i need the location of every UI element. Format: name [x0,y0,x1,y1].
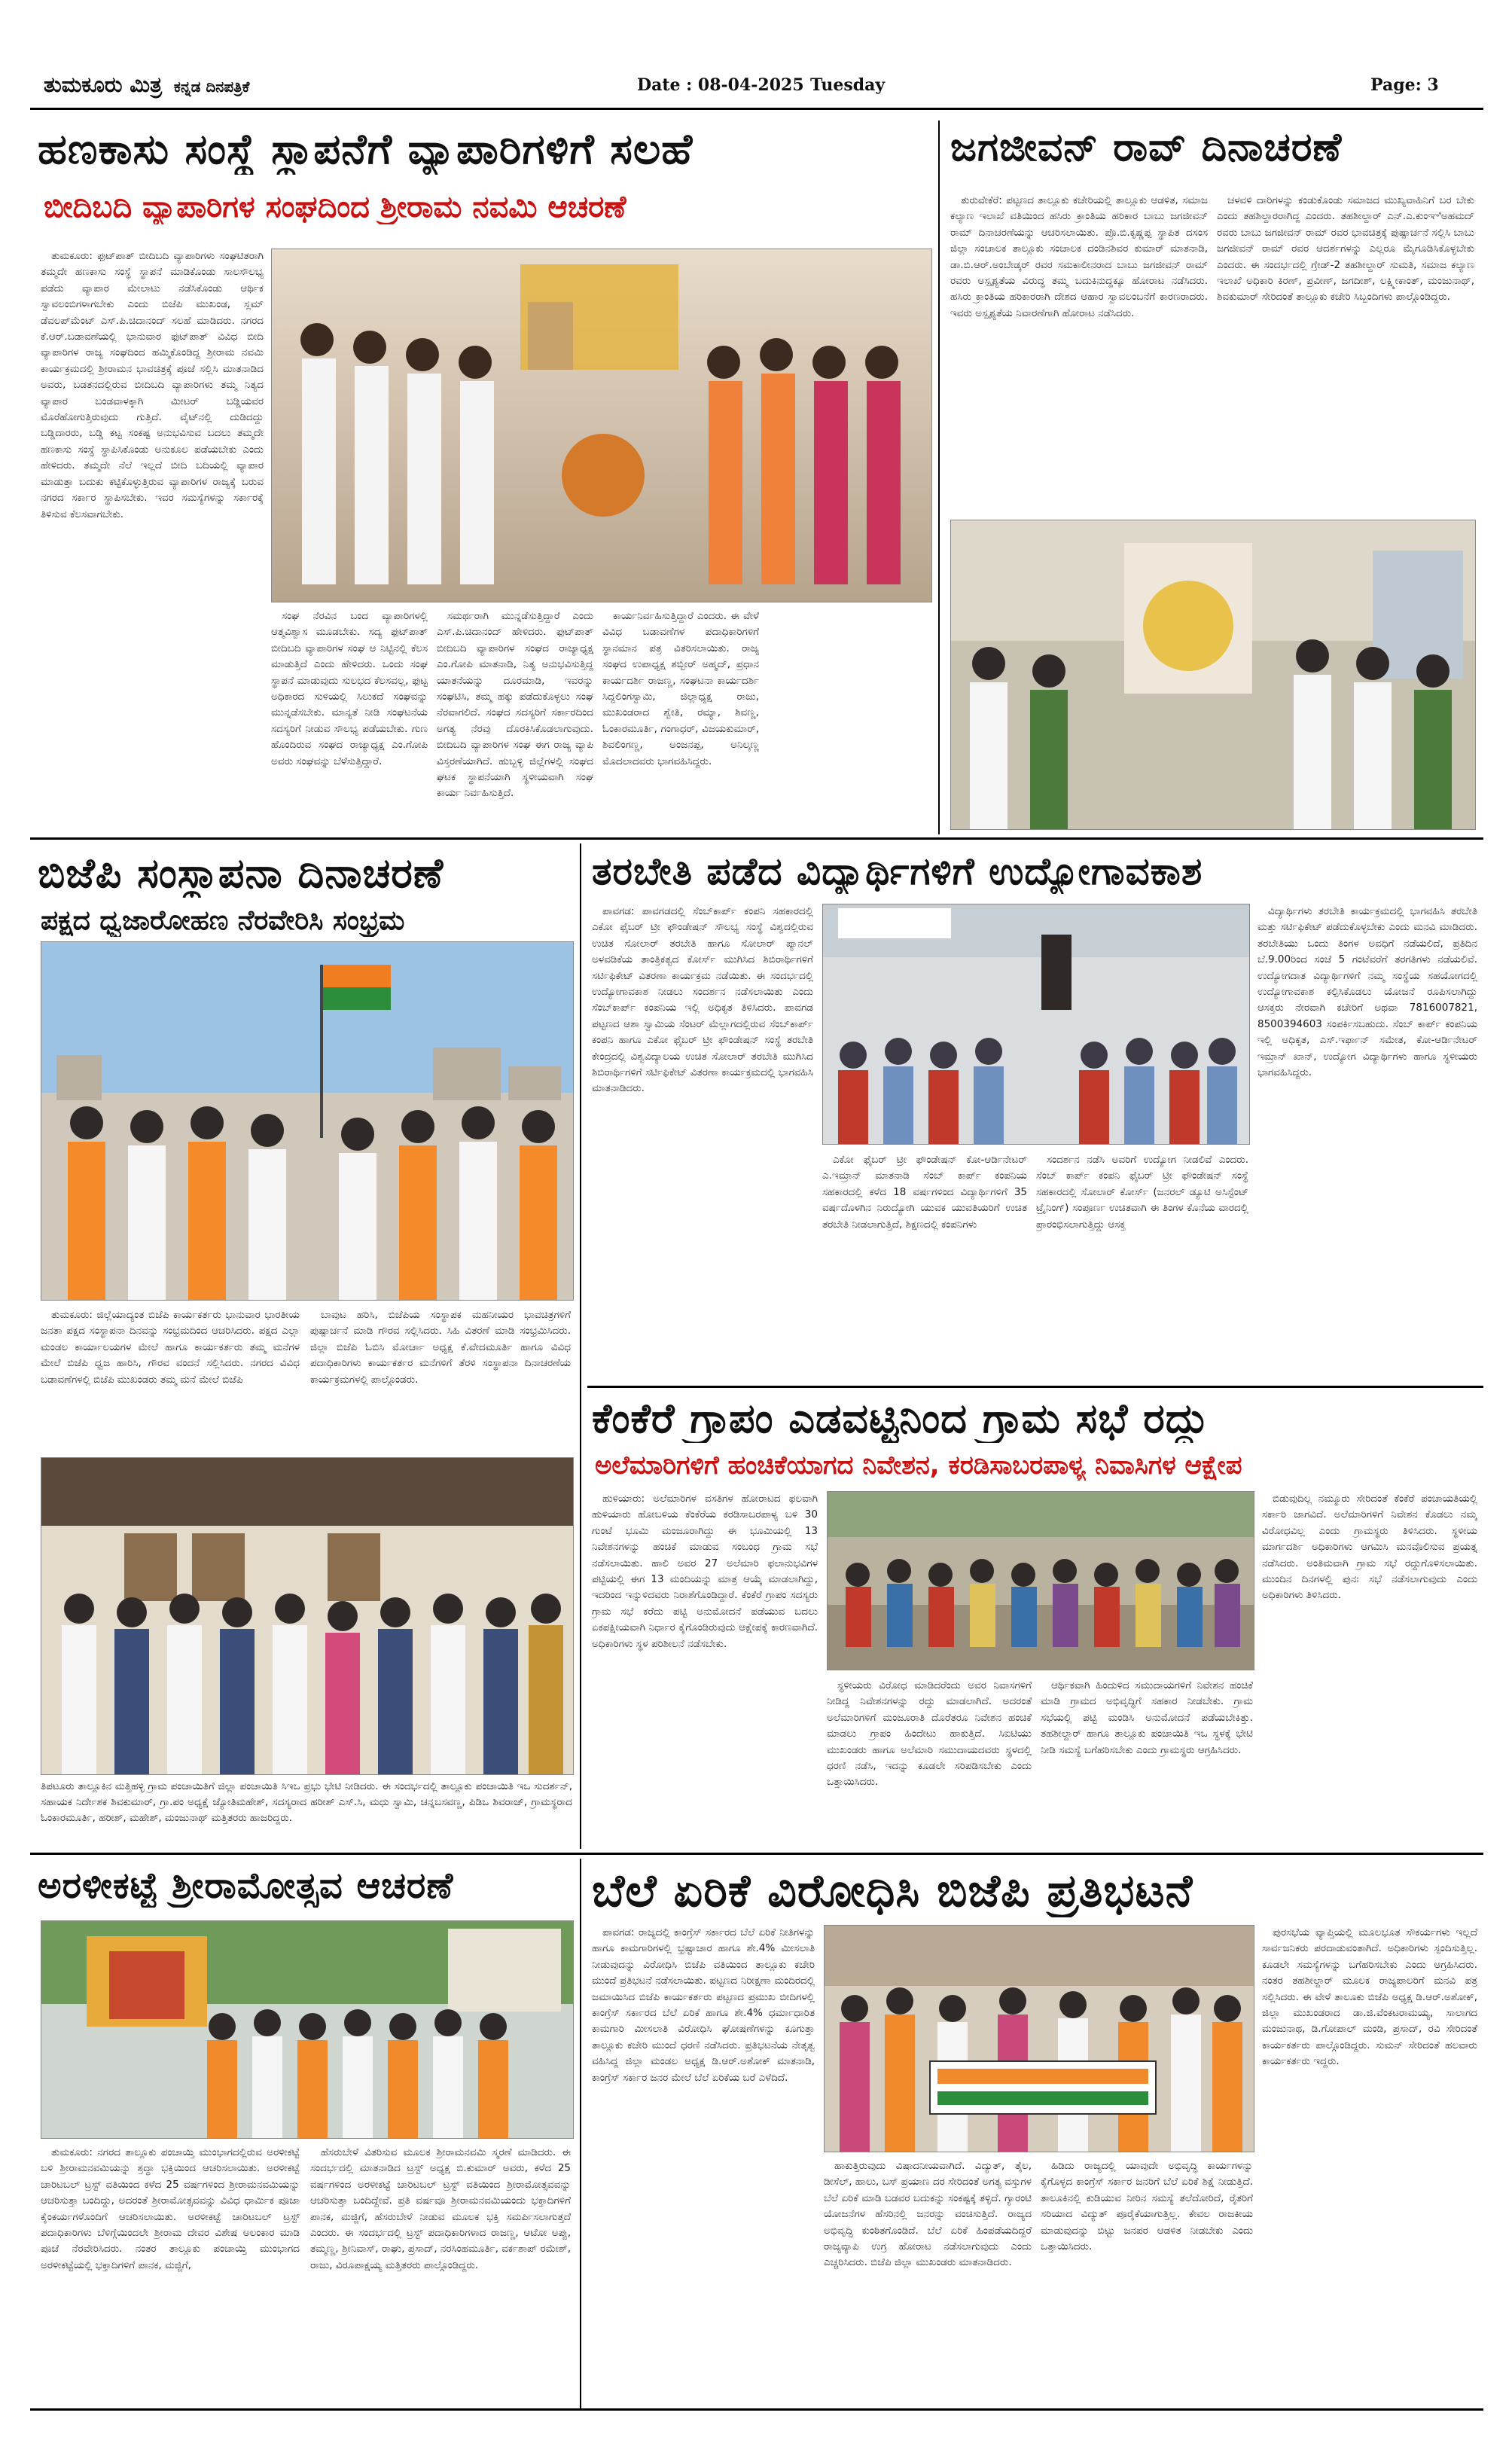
masthead-title: ತುಮಕೂರು ಮಿತ್ರ [44,72,163,97]
a1-photo-art [272,249,931,602]
a6-headline: ಅರಳೀಕಟ್ಟೆ ಶ್ರೀರಾಮೋತ್ಸವ ಆಚರಣೆ [38,1865,454,1907]
a3-photo-caption: ತಿಪಟೂರು ತಾಲ್ಲೂಕಿನ ಮತ್ತಿಹಳ್ಳಿ ಗ್ರಾಮ ಪಂಚಾಯಿತಿಗೆ ಜಿಲ್ಲಾ ಪಂಚಾಯಿತಿ ಸಿಇಒ ಪ್ರಭು ಭೇಟಿ ನೀಡಿದರು. ಈ ಸಂದರ್ಭದಲ್ಲಿ ತಾಲ್ಲೂಕು ಪಂಚಾಯಿತಿ ಇಒ ಸುದರ್ಶನ್, ಸಹಾಯಕ ನಿರ್ದೇಶಕ ಶಿವಕುಮಾರ್, ಗ್ರಾ.ಪಂ ಅಧ್ಯಕ್ಷೆ ಜ್ಯೋತಿಮಹೇಶ್, ಸದಸ್ಯರಾದ ಹರೀಶ್ ಎಸ್.ಸಿ, ಮಧು ಸ್ವಾಮಿ, ಚನ್ನಬಸವಣ್ಣ, ಪಿಡಿಒ ಶಿವರಾಜ್, ಗ್ರಾಮಸ್ಥರಾದ ಓಂಕಾರಮೂರ್ತಿ, ಹರೀಶ್, ಮಹೇಶ್, ಮಂಜುನಾಥ್ ಮತ್ತಿತರರು ಹಾಜರಿದ್ದರು. [41,1780,572,1824]
a5-col3-text: ಆರ್ಥಿಕವಾಗಿ ಹಿಂದುಳಿದ ಸಮುದಾಯಗಳಿಗೆ ನಿವೇಶನ ಹಂಚಿಕೆ ಮಾಡಿ ಗ್ರಾಮದ ಅಭಿವೃದ್ಧಿಗೆ ಸಹಕಾರ ನೀಡಬೇಕು. ಗ್ರಾಮ ಸಭೆಯಲ್ಲಿ ಪಟ್ಟಿ ಮಂಡಿಸಿ ಅನುಮೋದನೆ ಪಡೆಯಬೇಕಿತ್ತು. ತಹಶೀಲ್ದಾರ್ ಹಾಗೂ ತಾಲ್ಲೂಕು ಪಂಚಾಯಿತಿ ಇಒ ಸ್ಥಳಕ್ಕೆ ಭೇಟಿ ನೀಡಿ ಸಮಸ್ಯೆ ಬಗೆಹರಿಸಬೇಕು ಎಂದು ಗ್ರಾಮಸ್ಥರು ಆಗ್ರಹಿಸಿದರು. [1041,1679,1253,1756]
footer-rule [30,2408,1483,2411]
a2-col1 [950,193,1208,508]
a1-col3-text: ಸಮರ್ಥರಾಗಿ ಮುನ್ನಡೆಸುತ್ತಿದ್ದಾರೆ ಎಂದು ಎಸ್.ಪಿ.ಚಿದಾನಂದ್ ಹೇಳಿದರು. ಫುಟ್‌ಪಾತ್ ಬೀದಿಬದಿ ವ್ಯಾಪಾರಿಗಳ ಸಂಘದ ರಾಜ್ಯಾಧ್ಯಕ್ಷ ಎಂ.ಗೋಪಿ ಮಾತನಾಡಿ, ನಿತ್ಯ ಅನುಭವಿಸುತ್ತಿದ್ದ ಯಾತನೆಯನ್ನು ದೂರಮಾಡಿ, ಇವರನ್ನು ಸಂಘಟಿಸಿ, ತಮ್ಮ ಹಕ್ಕು ಪಡೆದುಕೊಳ್ಳಲು ಸಂಘ ನೆರವಾಗಲಿದೆ. ಸಂಘದ ಸದಸ್ಯರಿಗೆ ಸರ್ಕಾರದಿಂದ ಅಗತ್ಯ ನೆರವು ದೊರಕಿಸಿಕೊಡಲಾಗುವುದು. ಬೀದಿಬದಿ ವ್ಯಾಪಾರಿಗಳ ಸಂಘ ಈಗ ರಾಜ್ಯ ವ್ಯಾಪಿ ವಿಸ್ತರಣೆಯಾಗಿದೆ. ಹುಬ್ಬಳ್ಳಿ ಜಿಲ್ಲೆಗಳಲ್ಲಿ ಸಂಘದ ಘಟಕ ಸ್ಥಾಪನೆಯಾಗಿ ಸ್ಥಳೀಯವಾಗಿ ಸಂಘ ಕಾರ್ಯ ನಿರ್ವಹಿಸುತ್ತಿದೆ. [437,610,593,800]
a3-col1-text: ತುಮಕೂರು: ಜಿಲ್ಲೆಯಾದ್ಯಂತ ಬಿಜೆಪಿ ಕಾರ್ಯಕರ್ತರು ಭಾನುವಾರ ಭಾರತೀಯ ಜನತಾ ಪಕ್ಷದ ಸಂಸ್ಥಾಪನಾ ದಿನವನ್ನು ಸಂಭ್ರಮದಿಂದ ಆಚರಿಸಿದರು. ಪಕ್ಷದ ಎಲ್ಲಾ ಮಂಡಲ ಕಾರ್ಯಾಲಯಗಳ ಮೇಲೆ ಹಾಗೂ ಕಾರ್ಯಕರ್ತರು ತಮ್ಮ ಮನೆಗಳ ಮೇಲೆ ಬಿಜೆಪಿ ಧ್ವಜ ಹಾರಿಸಿ, ಗೌರವ ವಂದನೆ ಸಲ್ಲಿಸಿದರು. ನಗರದ ವಿವಿಧ ಬಡಾವಣೆಗಳಲ್ಲಿ ಬಿಜೆಪಿ ಮುಖಂಡರು ತಮ್ಮ ಮನೆ ಮೇಲೆ ಬಿಜೆಪಿ [41,1309,300,1386]
a1-col2-text: ಸಂಘ ನೆರವಿನ ಬಂದ ವ್ಯಾಪಾರಿಗಳಲ್ಲಿ ಆತ್ಮವಿಶ್ವಾಸ ಮೂಡಬೇಕು. ಸದ್ಯ ಫುಟ್‌ಪಾತ್ ಬೀದಿಬದಿ ವ್ಯಾಪಾರಿಗಳ ಸಂಘ ಆ ನಿಟ್ಟಿನಲ್ಲಿ ಕೆಲಸ ಮಾಡುತ್ತಿದೆ ಎಂದು ಹೇಳಿದರು. ಒಂದು ಸಂಘ ಸ್ಥಾಪನೆ ಮಾಡುವುದು ಸುಲಭದ ಕೆಲಸವಲ್ಲ, ಫುಟ್ಟ ಅಧಿಕಾರದ ಸುಳಿಯಲ್ಲಿ ಸಿಲುಕದೆ ಸಂಘವನ್ನು ಮುನ್ನಡೆಸಬೇಕು. ಮಾನ್ಯತೆ ನೀಡಿ ಸಂಘಟನೆಯ ಸದಸ್ಯರಿಗೆ ನೀಡುವ ಸೌಲಭ್ಯ ಪಡೆಯಬೇಕು. ಗುಣ ಹೊಂದಿರುವ ಸಂಘದ ರಾಜ್ಯಾಧ್ಯಕ್ಷ ಎಂ.ಗೋಪಿ ಅವರು ಸಂಘವನ್ನು ಬೆಳೆಸುತ್ತಿದ್ದಾರೆ. [271,610,428,767]
a4-headline: ತರಬೇತಿ ಪಡೆದ ವಿದ್ಯಾರ್ಥಿಗಳಿಗೆ ಉದ್ಯೋಗಾವಕಾಶ [592,849,1203,893]
vert-divider-mid [580,843,581,1849]
a2-col1-text: ತುರುವೇಕೆರೆ: ಪಟ್ಟಣದ ತಾಲ್ಲೂಕು ಕಚೇರಿಯಲ್ಲಿ ತಾಲ್ಲೂಕು ಆಡಳಿತ, ಸಮಾಜ ಕಲ್ಯಾಣ ಇಲಾಖೆ ವತಿಯಿಂದ ಹಸಿರು ಕ್ರಾಂತಿಯ ಹರಿಕಾರ ಬಾಬು ಜಗಜೀವನ್ ರಾಮ್ ದಿನಾಚರಣೆಯನ್ನು ಆಚರಿಸಲಾಯಿತು. ಪ್ರೊ.ಬಿ.ಕೃಷ್ಣಪ್ಪ ಸ್ಥಾಪಿತ ದಸಂಸ ಜಿಲ್ಲಾ ಸಂಚಾಲಕ ತಾಲ್ಲೂಕು ಸಂಚಾಲಕ ದಂಡಿನಶಿವರ ಕುಮಾರ್ ಮಾತನಾಡಿ, ಡಾ.ಬಿ.ಆರ್.ಅಂಬೇಡ್ಕರ್ ರವರ ಸಮಕಾಲೀನರಾದ ಬಾಬು ಜಗಜೀವನ್ ರಾಮ್ ರವರು ಅಸ್ಪೃಶ್ಯತೆಯ ವಿರುದ್ಧ ತಮ್ಮ ಬದುಕಿನುದ್ದಕ್ಕೂ ಹೋರಾಟ ನಡೆಸಿದರು. ಹಸಿರು ಕ್ರಾಂತಿಯ ಹರಿಕಾರರಾಗಿ ದೇಶದ ಆಹಾರ ಸ್ವಾವಲಂಬನೆಗೆ ಕಾರಣರಾದರು. ಇವರು ಅಸ್ಪೃಶ್ಯತೆಯ ನಿವಾರಣೆಗಾಗಿ ಹೋರಾಟ ನಡೆಸಿದರು. [950,194,1208,319]
a2-col2 [1217,193,1474,508]
a4-col1 [592,904,813,1378]
divider-row2 [30,1853,1483,1855]
a5-col1 [592,1491,818,1845]
a4-col2-text: ಎಕೋ ಫೈಬರ್ ಟ್ರೀ ಫೌಂಡೇಷನ್ ಕೋ-ಆರ್ಡಿನೇಟರ್ ಎ.ಇಮ್ರಾನ್ ಮಾತನಾಡಿ ಸೆಂಬ್ ಕಾರ್ಪ್ ಕಂಪನಿಯ ಸಹಕಾರದಲ್ಲಿ ಕಳೆದ 18 ವರ್ಷಗಳಿಂದ ವಿದ್ಯಾರ್ಥಿಗಳಿಗೆ 35 ವರ್ಷದೊಳಗಿನ ನಿರುದ್ಯೋಗಿ ಯುವಕ ಯುವತಿಯರಿಗೆ ಉಚಿತ ತರಬೇತಿ ನೀಡಲಾಗುತ್ತಿದೆ, ಶಿಕ್ಷಣದಲ್ಲಿ ಕಂಪನಿಗಳು [822,1154,1027,1231]
issue-date: Date : 08-04-2025 [637,75,804,95]
a7-col1 [592,1925,815,2401]
a4-col3-text: ಸಂದರ್ಶನ ನಡೆಸಿ ಅವರಿಗೆ ಉದ್ಯೋಗ ನೀಡಲಿವೆ ಎಂದರು. ಸೆಂಬ್ ಕಾರ್ಪ್ ಕಂಪನಿ ಫೈಬರ್ ಟ್ರೀ ಫೌಂಡೇಷನ್ ಸಂಸ್ಥೆ ಸಹಕಾರದಲ್ಲಿ ಸೋಲಾರ್ ಕೋರ್ಸ್ (ಜನರಲ್ ಡ್ಯೂಟಿ ಅಸಿಸ್ಟೆಂಟ್ ಟ್ರೈನಿಂಗ್) ಸಂಪೂರ್ಣ ಉಚಿತವಾಗಿ ಈ ತಿಂಗಳ ಕೊನೆಯ ವಾರದಲ್ಲಿ ಪ್ರಾರಂಭಿಸಲಾಗುತ್ತಿದ್ದು ಆಸಕ್ತ [1036,1154,1248,1231]
a1-col2 [271,608,428,831]
a5-col2-text: ಸ್ಥಳೀಯರು ವಿರೋಧ ಮಾಡಿದರೆಂದು ಅವರ ನಿವಾಸಗಳಿಗೆ ನೀಡಿದ್ದ ನಿವೇಶನಗಳನ್ನು ರದ್ದು ಮಾಡಲಾಗಿದೆ. ಅದರಂತೆ ಅಲೆಮಾರಿಗಳಿಗೆ ಮಂಜೂರಾತಿ ದೊರೆತರೂ ನಿವೇಶನ ಹಂಚಿಕೆ ಮಾಡಲು ಗ್ರಾಪಂ ಹಿಂದೇಟು ಹಾಕುತ್ತಿದೆ. ಸಿಐಟಿಯು ಮುಖಂಡರು ಹಾಗೂ ಅಲೆಮಾರಿ ಸಮುದಾಯದವರು ಸ್ಥಳದಲ್ಲಿ ಧರಣಿ ನಡೆಸಿ, ಇದನ್ನು ಕೂಡಲೇ ಸರಿಪಡಿಸಬೇಕು ಎಂದು ಒತ್ತಾಯಿಸಿದರು. [827,1679,1032,1789]
a1-col4-text: ಕಾರ್ಯನಿರ್ವಹಿಸುತ್ತಿದ್ದಾರೆ ಎಂದರು. ಈ ವೇಳೆ ವಿವಿಧ ಬಡಾವಣೆಗಳ ಪದಾಧಿಕಾರಿಗಳಿಗೆ ಸ್ಥಾನಮಾನ ಪತ್ರ ವಿತರಿಸಲಾಯಿತು. ರಾಜ್ಯ ಸಂಘದ ಉಪಾಧ್ಯಕ್ಷ ಶಬ್ಬೀರ್ ಅಹ್ಮದ್, ಪ್ರಧಾನ ಕಾರ್ಯದರ್ಶಿ ರಾಜಣ್ಣ, ಸಂಘಟನಾ ಕಾರ್ಯದರ್ಶಿ ಸಿದ್ದಲಿಂಗಸ್ವಾಮಿ, ಜಿಲ್ಲಾಧ್ಯಕ್ಷ ರಾಜು, ಮುಖಂಡರಾದ ಶ್ವೇತಿ, ರಮ್ಯಾ, ಶಿವಣ್ಣ, ಓಂಕಾರಮೂರ್ತಿ, ಗಂಗಾಧರ್, ವಿಜಯಕುಮಾರ್, ಶಿವಲಿಂಗಣ್ಣ, ಅಂಜನಪ್ಪ, ಅನಿಲ್ಕಣ್ಣ ಮೊದಲಾದವರು ಭಾಗವಹಿಸಿದ್ದರು. [602,610,759,767]
a1-headline: ಹಣಕಾಸು ಸಂಸ್ಥೆ ಸ್ಥಾಪನೆಗೆ ವ್ಯಾಪಾರಿಗಳಿಗೆ ಸಲಹೆ [38,125,694,174]
a5-col2 [827,1678,1032,1845]
a5-subhead: ಅಲೆಮಾರಿಗಳಿಗೆ ಹಂಚಿಕೆಯಾಗದ ನಿವೇಶನ, ಕರಡಿಸಾಬರಪಾಳ್ಯ ನಿವಾಸಿಗಳ ಆಕ್ಷೇಪ [595,1450,1242,1481]
a3-col2-text: ಬಾವುಟ ಹರಿಸಿ, ಬಿಜೆಪಿಯ ಸಂಸ್ಥಾಪಕ ಮಹನೀಯರ ಭಾವಚಿತ್ರಗಳಿಗೆ ಪುಷ್ಪಾರ್ಚನೆ ಮಾಡಿ ಗೌರವ ಸಲ್ಲಿಸಿದರು. ಸಿಹಿ ವಿತರಣೆ ಮಾಡಿ ಸಂಭ್ರಮಿಸಿದರು. ಜಿಲ್ಲಾ ಬಿಜೆಪಿ ಓಬಿಸಿ ಮೋರ್ಚಾ ಅಧ್ಯಕ್ಷ ಕೆ.ವೇದಮೂರ್ತಿ ಹಾಗೂ ವಿವಿಧ ಪದಾಧಿಕಾರಿಗಳು ಕಾರ್ಯಕರ್ತರ ಮನೆಗಳಿಗೆ ತೆರಳಿ ಸಂಸ್ಥಾಪನಾ ದಿನಾಚರಣೆಯ ಕಾರ್ಯಕ್ರಮಗಳಲ್ಲಿ ಪಾಲ್ಗೊಂಡರು. [310,1309,571,1386]
a6-photo [41,1920,574,2139]
a3-subhead: ಪಕ್ಷದ ಧ್ವಜಾರೋಹಣ ನೆರವೇರಿಸಿ ಸಂಭ್ರಮ [41,905,405,936]
vert-divider-top [938,120,940,834]
a1-subhead: ಬೀದಿಬದಿ ವ್ಯಾಪಾರಿಗಳ ಸಂಘದಿಂದ ಶ್ರೀರಾಮ ನವಮಿ ಆಚರಣೆ [44,190,626,224]
divider-row1 [30,837,1483,840]
a5-headline: ಕೆಂಕೆರೆ ಗ್ರಾಪಂ ಎಡವಟ್ಟಿನಿಂದ ಗ್ರಾಮ ಸಭೆ ರದ್ದು [592,1395,1209,1442]
masthead [44,72,249,98]
a6-photo-art [41,1921,573,2138]
a3-photo2 [41,1457,574,1775]
a4-photo [822,904,1250,1145]
issue-day: Tuesday [810,75,886,95]
a7-col3-text: ಹಿಡಿದು ರಾಜ್ಯದಲ್ಲಿ ಯಾವುದೇ ಅಭಿವೃದ್ಧಿ ಕಾರ್ಯಗಳನ್ನು ಕೈಗೊಳ್ಳದ ಕಾಂಗ್ರೆಸ್ ಸರ್ಕಾರ ಜನರಿಗೆ ಬೆಲೆ ಏರಿಕೆ ಶಿಕ್ಷೆ ನೀಡುತ್ತಿದೆ. ತಾಲೂಕಿನಲ್ಲಿ ಕುಡಿಯುವ ನೀರಿನ ಸಮಸ್ಯೆ ತಲೆದೋರಿದೆ, ರೈತರಿಗೆ ಸರಿಯಾದ ವಿದ್ಯುತ್ ಪೂರೈಕೆಯಾಗುತ್ತಿಲ್ಲ. ಕೇವಲ ರಾಜಕೀಯ ಮಾಡುವುದನ್ನು ಬಿಟ್ಟು ಜನಪರ ಆಡಳಿತ ನೀಡಬೇಕು ಎಂದು ಒತ್ತಾಯಿಸಿದರು. [1041,2160,1253,2253]
a1-col1 [41,249,264,832]
vert-divider-bottom [580,1859,581,2408]
a2-col2-text: ಚಳವಳಿ ದಾರಿಗಳನ್ನು ಕಂಡುಕೊಂಡು ಸಮಾಜದ ಮುಖ್ಯವಾಹಿನಿಗೆ ಬರ ಬೇಕು ಎಂದು ತಹಶಿಲ್ದಾರರಾಗಿದ್ದ ಎಂದರು. ತಹಶೀಲ್ದಾರ್ ಎನ್.ಎ.ಕುಂಞಿಅಹಮದ್ ರವರು ಬಾಬು ಜಗಜೀವನ್ ರಾಮ್ ರವರ ಭಾವಚಿತ್ರಕ್ಕೆ ಪುಷ್ಪಾರ್ಚನೆ ಸಲ್ಲಿಸಿ ಬಾಬು ಜಗಜೀವನ್ ರಾಮ್ ರವರ ಆದರ್ಶಗಳನ್ನು ಎಲ್ಲರೂ ಮೈಗೂಡಿಸಿಕೊಳ್ಳಬೇಕು ಎಂದರು. ಈ ಸಂದರ್ಭದಲ್ಲಿ ಗ್ರೇಡ್-2 ತಹಶೀಲ್ದಾರ್ ಸುಮತಿ, ಸಮಾಜ ಕಲ್ಯಾಣ ಇಲಾಖೆ ಅಧಿಕಾರಿ ಕಿರಣ್, ಪ್ರವೀಣ್, ಜಗದೀಶ್, ಲಕ್ಷ್ಮೀಕಾಂತ್, ಮಂಜುನಾಥ್, ಶಿವಕುಮಾರ್ ಸೇರಿದಂತೆ ತಾಲ್ಲೂಕು ಕಚೇರಿ ಸಿಬ್ಬಂದಿಗಳು ಪಾಲ್ಗೊಂಡಿದ್ದರು. [1217,194,1474,303]
a4-photo-art [823,904,1249,1144]
a2-headline: ಜಗಜೀವನ್ ರಾವ್ ದಿನಾಚರಣೆ [950,125,1343,170]
a6-col1-text: ತುಮಕೂರು: ನಗರದ ತಾಲ್ಲೂಕು ಪಂಚಾಯ್ತಿ ಮುಂಭಾಗದಲ್ಲಿರುವ ಅರಳೀಕಟ್ಟೆ ಬಳಿ ಶ್ರೀರಾಮನವಮಿಯನ್ನು ಶ್ರದ್ಧಾ ಭಕ್ತಿಯಿಂದ ಆಚರಿಸಲಾಯಿತು. ಅರಳೀಕಟ್ಟೆ ಚಾರಿಟಬಲ್ ಟ್ರಸ್ಟ್ ವತಿಯಿಂದ ಕಳೆದ 25 ವರ್ಷಗಳಿಂದ ಶ್ರೀರಾಮನವಮಿಯನ್ನು ಆಚರಿಸುತ್ತಾ ಬಂದಿದ್ದು, ಅದರಂತೆ ಶ್ರೀರಾಮೋತ್ಸವವನ್ನು ವಿವಿಧ ಧಾರ್ಮಿಕ ಪೂಜಾ ಕೈಂಕರ್ಯಗಳೊಂದಿಗೆ ಆಚರಿಸಲಾಯಿತು. ಅರಳೀಕಟ್ಟೆ ಚಾರಿಟಬಲ್ ಟ್ರಸ್ಟ್ ಪದಾಧಿಕಾರಿಗಳು ಬೆಳಿಗ್ಗೆಯಿಂದಲೇ ಶ್ರೀರಾಮ ದೇವರ ವಿಶೇಷ ಅಲಂಕಾರ ಮಾಡಿ ಪೂಜೆ ನೆರವೇರಿಸಿದರು. ನಂತರ ತಾಲ್ಲೂಕು ಪಂಚಾಯ್ತಿ ಮುಂಭಾಗದ ಅರಳೀಕಟ್ಟೆಯಲ್ಲಿ ಭಕ್ತಾದಿಗಳಿಗೆ ಪಾನಕ, ಮಜ್ಜಿಗೆ, [41,2146,300,2271]
a7-col1-text: ಪಾವಗಡ: ರಾಜ್ಯದಲ್ಲಿ ಕಾಂಗ್ರೆಸ್ ಸರ್ಕಾರದ ಬೆಲೆ ಏರಿಕೆ ನೀತಿಗಳನ್ನು ಹಾಗೂ ಕಾಮಗಾರಿಗಳಲ್ಲಿ ಭ್ರಷ್ಟಾಚಾರ ಹಾಗೂ ಶೇ.4% ಮೀಸಲಾತಿ ನೀಡುವುದನ್ನು ವಿರೋಧಿಸಿ ಬಿಜೆಪಿ ವತಿಯಿಂದ ತಾಲ್ಲೂಕು ಕಚೇರಿ ಮುಂದೆ ಪ್ರತಿಭಟನೆ ನಡೆಸಲಾಯಿತು. ಪಟ್ಟಣದ ನಿರೀಕ್ಷಣಾ ಮಂದಿರದಲ್ಲಿ ಜಮಾಯಿಸಿದ ಬಿಜೆಪಿ ಕಾರ್ಯಕರ್ತರು ಪಟ್ಟಣದ ಪ್ರಮುಖ ಬೀದಿಗಳಲ್ಲಿ ಕಾಂಗ್ರೆಸ್ ಸರ್ಕಾರದ ಬೆಲೆ ಏರಿಕೆ ಹಾಗೂ ಶೇ.4% ಧರ್ಮಾಧಾರಿತ ಕಾಮಗಾರಿ ಮೀಸಲಾತಿ ವಿರೋಧಿಸಿ ಘೋಷಣೆಗಳನ್ನು ಕೂಗುತ್ತಾ ತಾಲ್ಲೂಕು ಕಚೇರಿ ಮುಂದೆ ಧರಣಿ ನಡೆಸಿದರು. ಪ್ರತಿಭಟನೆಯ ನೇತೃತ್ವ ವಹಿಸಿದ್ದ ಜಿಲ್ಲಾ ಮಂಡಲ ಅಧ್ಯಕ್ಷ ಡಿ.ಆರ್.ಅಶೋಕ್ ಮಾತನಾಡಿ, ಕಾಂಗ್ರೆಸ್ ಸರ್ಕಾರ ಜನರ ಮೇಲೆ ಬೆಲೆ ಏರಿಕೆಯ ಬರೆ ಎಳೆದಿದೆ. [592,1926,815,2084]
a5-col4-text: ಬಿಡುವುದಿಲ್ಲ ನಮ್ಮೂರು ಸೇರಿದಂತೆ ಕೆಂಕೆರೆ ಪಂಚಾಯತಿಯಲ್ಲಿ ಸರ್ಕಾರಿ ಜಾಗವಿದೆ. ಅಲೆಮಾರಿಗಳಿಗೆ ನಿವೇಶನ ಕೊಡಲು ನಮ್ಮ ವಿರೋಧವಿಲ್ಲ ಎಂದು ಗ್ರಾಮಸ್ಥರು ತಿಳಿಸಿದರು. ಸ್ಥಳೀಯ ಮಾರ್ಗದರ್ಶಿ ಅಧಿಕಾರಿಗಳು ಆಗಮಿಸಿ ಮನವೊಲಿಸುವ ಪ್ರಯತ್ನ ನಡೆಸಿದರು. ಅಂತಿಮವಾಗಿ ಗ್ರಾಮ ಸಭೆ ರದ್ದುಗೊಳಿಸಲಾಯಿತು. ಮುಂದಿನ ದಿನಗಳಲ್ಲಿ ಪುನಃ ಸಭೆ ನಡೆಸಲಾಗುವುದು ಎಂದು ಅಧಿಕಾರಿಗಳು ತಿಳಿಸಿದರು. [1262,1493,1477,1602]
a5-photo-art [828,1492,1254,1670]
a1-col1-text: ತುಮಕೂರು: ಫುಟ್‌ಪಾತ್ ಬೀದಿಬದಿ ವ್ಯಾಪಾರಿಗಳು ಸಂಘಟಿತರಾಗಿ ತಮ್ಮದೇ ಹಣಕಾಸು ಸಂಸ್ಥೆ ಸ್ಥಾಪನೆ ಮಾಡಿಕೊಂಡು ಸಾಲಸೌಲಭ್ಯ ಪಡೆದು ವ್ಯಾಪಾರ ಮೇಲಾಟು ನಡೆಸಿಕೊಂಡು ಆರ್ಥಿಕ ಸ್ವಾವಲಂಬಿಗಳಾಗಬೇಕು ಎಂದು ಬಿಜೆಪಿ ಮುಖಂಡ, ಸ್ಲಮ್ ಡೆವಲಪ್‌ಮೆಂಟ್ ಎಸ್.ಪಿ.ಚಿದಾನಂದ್ ಸಲಹೆ ಮಾಡಿದರು. ನಗರದ ಕೆ.ಆರ್.ಬಡಾವಣೆಯಲ್ಲಿ ಭಾನುವಾರ ಫುಟ್‌ಪಾತ್ ವಿವಿಧ ಬೀದಿ ವ್ಯಾಪಾರಿಗಳ ರಾಜ್ಯ ಸಂಘದಿಂದ ಹಮ್ಮಿಕೊಂಡಿದ್ದ ಶ್ರೀರಾಮ ನವಮಿ ಕಾರ್ಯಕ್ರಮದಲ್ಲಿ ಶ್ರೀರಾಮನ ಭಾವಚಿತ್ರಕ್ಕೆ ಪೂಜೆ ಸಲ್ಲಿಸಿ ಮಾತನಾಡಿದ ಅವರು, ಬಡತನದಲ್ಲಿರುವ ಬೀದಿಬದಿ ವ್ಯಾಪಾರಿಗಳು ತಮ್ಮ ನಿತ್ಯದ ವ್ಯಾಪಾರ ಬಂಡವಾಳಕ್ಕಾಗಿ ಮೀಟರ್ ಬಡ್ಡಿಯವರ ಮೊರೆಹೋಗುತ್ತಿರುವುದು ಗುತ್ತಿದೆ. ವೈಟ್‌ನಲ್ಲಿ ದುಡಿದದ್ದು ಬಡ್ಡಿದಾರರು, ಬಡ್ಡಿ ಕಟ್ಟ ಸಂಕಷ್ಟ ಅನುಭವಿಸುವ ಬದಲು ತಮ್ಮದೇ ಹಣಕಾಸು ಸಂಸ್ಥೆ ಸ್ಥಾಪಿಸಿಕೊಂಡು ಅನುಕೂಲ ಪಡೆಯಬೇಕು ಎಂದು ಹೇಳಿದರು. ತಮ್ಮದೇ ನೆಲೆ ಇಲ್ಲದೆ ಬೀದಿ ಬದಿಯಲ್ಲಿ ವ್ಯಾಪಾರ ಮಾಡುತ್ತಾ ಬದುಕು ಕಟ್ಟಿಕೊಳ್ಳುತ್ತಿರುವ ವ್ಯಾಪಾರಿಗಳ ರಾಜ್ಯಕ್ಕೆ ಬರುವ ನಗರದ ಸರ್ಕಾರ ಸ್ಥಾಪಿಸಬೇಕು. ಇವರ ಸಮಸ್ಯೆಗಳನ್ನು ಸರ್ಕಾರಕ್ಕೆ ತಿಳಿಸುವ ಕೆಲಸವಾಗಬೇಕು. [41,250,264,520]
masthead-tagline: ಕನ್ನಡ ದಿನಪತ್ರಿಕೆ [173,78,250,96]
a7-photo [824,1925,1254,2152]
a4-col3 [1036,1152,1248,1378]
a7-headline: ಬೆಲೆ ಏರಿಕೆ ವಿರೋಧಿಸಿ ಬಿಜೆಪಿ ಪ್ರತಿಭಟನೆ [592,1865,1193,1917]
header-rule [30,108,1483,110]
a1-col3 [437,608,593,831]
divider-a4-a5 [587,1386,1483,1388]
a6-col2-text: ಹೆಸರುಬೇಳೆ ವಿತರಿಸುವ ಮೂಲಕ ಶ್ರೀರಾಮನವಮಿ ಸ್ಮರಣೆ ಮಾಡಿದರು. ಈ ಸಂದರ್ಭದಲ್ಲಿ ಮಾತನಾಡಿದ ಟ್ರಸ್ಟ್ ಅಧ್ಯಕ್ಷ ಬಿ.ಕುಮಾರ್ ಅವರು, ಕಳೆದ 25 ವರ್ಷಗಳಿಂದ ಅರಳೀಕಟ್ಟೆ ಚಾರಿಟಬಲ್ ಟ್ರಸ್ಟ್ ವತಿಯಿಂದ ಶ್ರೀರಾಮೋತ್ಸವವನ್ನು ಆಚರಿಸುತ್ತಾ ಬಂದಿದ್ದೇವೆ. ಪ್ರತಿ ವರ್ಷವೂ ಶ್ರೀರಾಮನವಮಿಯಂದು ಭಕ್ತಾದಿಗಳಿಗೆ ಪಾನಕ, ಮಜ್ಜಿಗೆ, ಹೆಸರುಬೇಳೆ ನೀಡುವ ಮೂಲಕ ಭಕ್ತಿ ಸಮರ್ಪಿಸಲಾಗುತ್ತದೆ ಎಂದರು. ಈ ಸಂದರ್ಭದಲ್ಲಿ ಟ್ರಸ್ಟ್ ಪದಾಧಿಕಾರಿಗಳಾದ ರಾಜಣ್ಣ, ಆಟೋ ಅಪ್ಪು, ತಮ್ಮಣ್ಣ, ಶ್ರೀನಿವಾಸ್, ರಾಘು, ಪ್ರಸಾದ್, ನರಸಿಂಹಮೂರ್ತಿ, ವರ್ಕಶಾಪ್ ರಮೇಶ್, ರಾಜು, ವಿರೂಪಾಕ್ಷಯ್ಯ ಮತ್ತಿತರರು ಪಾಲ್ಗೊಂಡಿದ್ದರು. [310,2146,571,2271]
a7-col3 [1041,2158,1253,2401]
a2-photo [950,520,1476,830]
a6-col1 [41,2145,300,2401]
a3-photo1-art [41,942,573,1300]
a3-col2 [310,1307,571,1450]
a7-photo-art [825,1926,1254,2152]
a1-photo [271,249,932,602]
page-number: Page: 3 [1370,75,1439,95]
a5-col1-text: ಹುಳಿಯಾರು: ಅಲೆಮಾರಿಗಳ ವಸತಿಗಳ ಹೋರಾಟದ ಫಲವಾಗಿ ಹುಳಿಯಾರು ಹೋಬಳಿಯ ಕೆಂಕೆರೆಯ ಕರಡಿಸಾಬರಪಾಳ್ಯ ಬಳಿ 30 ಗುಂಟೆ ಭೂಮಿ ಮಂಜೂರಾಗಿದ್ದು ಈ ಭೂಮಿಯಲ್ಲಿ 13 ನಿವೇಶನಗಳನ್ನು ಹಂಚಿಕೆ ಮಾಡುವ ಸಂಬಂಧ ಗ್ರಾಮ ಸಭೆ ನಡೆಸಲಾಯಿತು. ಹಾಲಿ ಅವರ 27 ಅಲೆಮಾರಿ ಫಲಾನುಭವಿಗಳ ಪಟ್ಟಿಯಲ್ಲಿ ಈಗ 13 ಮಂದಿಯನ್ನು ಮಾತ್ರ ಆಯ್ಕೆ ಮಾಡಲಾಗಿದ್ದು, ಇದರಿಂದ ಇನ್ನುಳಿದವರು ನಿರಾಶೆಗೊಂಡಿದ್ದಾರೆ. ಕೆಂಕೆರೆ ಗ್ರಾಪಂ ಸದಸ್ಯರು ಗ್ರಾಮ ಸಭೆ ಕರೆದು ಪಟ್ಟಿ ಅನುಮೋದನೆ ಪಡೆಯುವ ಬದಲು ಏಕಪಕ್ಷೀಯವಾಗಿ ನಿರ್ಧಾರ ಕೈಗೊಂಡಿರುವುದು ಆಕ್ಷೇಪಕ್ಕೆ ಕಾರಣವಾಗಿದೆ. ಅಧಿಕಾರಿಗಳು ಸ್ಥಳ ಪರಿಶೀಲನೆ ನಡೆಸಬೇಕು. [592,1493,818,1650]
a5-photo [827,1491,1254,1670]
a5-col4 [1262,1491,1477,1845]
a4-col2 [822,1152,1027,1378]
a4-col4 [1257,904,1477,1378]
a4-col1-text: ಪಾವಗಡ: ಪಾವಗಡದಲ್ಲಿ ಸೆಂಬ್‌ಕಾರ್ಪ್ ಕಂಪನಿ ಸಹಕಾರದಲ್ಲಿ ಎಕೋ ಫೈಬರ್ ಟ್ರೀ ಫೌಂಡೇಷನ್ ಸೌಲಭ್ಯ ಸಂಸ್ಥೆ ವಿಶ್ವದಲ್ಲಿರುವ ಉಚಿತ ಸೋಲಾರ್ ತರಬೇತಿ ಹಾಗೂ ಸೋಲಾರ್ ಪ್ಯಾನಲ್ ಅಳವಡಿಕೆಯ ತಾಂತ್ರಿಕತ್ವದ ಕೋರ್ಸ್ ಮುಗಿಸಿದ ಶಿಬಿರಾರ್ಥಿಗಳಿಗೆ ಸರ್ಟಿಫಿಕೇಟ್ ವಿತರಣಾ ಕಾರ್ಯಕ್ರಮ ನಡೆಯಿತು. ಈ ಸಂದರ್ಭದಲ್ಲಿ ಉದ್ಯೋಗಾವಕಾಶ ನೀಡಲು ಸಂದರ್ಶನ ನಡೆಸಲಾಯಿತು ಎಂದು ಸೆಂಬ್‌ಕಾರ್ಪ್ ಕಂಪನಿಯ ಇಲ್ಲಿ ಅಧಿಕೃತ ತಿಳಿಸಿದರು. ಪಾವಗಡ ಪಟ್ಟಣದ ಆಶಾ ಸ್ವಾಮಿಯ ಸೆಂಟರ್ ಮೆಲ್ಲಾಗದಲ್ಲಿರುವ ಸೆಂಬ್‌ಕಾರ್ಪ್ ಕಂಪನಿ ಹಾಗೂ ಎಕೋ ಫೈಬರ್ ಟ್ರೀ ಫೌಂಡೇಷನ್ ಸಂಸ್ಥೆ ತರಬೇತಿ ಕೇಂದ್ರದಲ್ಲಿ ವಿಶ್ವವಿದ್ಯಾಲಯ ಉಚಿತ ಸೋಲಾರ್ ತರಬೇತಿ ಮುಗಿಸಿದ ಶಿಬಿರಾರ್ಥಿಗಳಿಗೆ ಸರ್ಟಿಫಿಕೇಟ್ ವಿತರಣಾ ಕಾರ್ಯಕ್ರಮದಲ್ಲಿ ಭಾಗವಹಿಸಿ ಮಾತನಾಡಿದರು. [592,905,813,1095]
a7-col4 [1262,1925,1477,2401]
a3-photo1 [41,941,574,1301]
a3-headline: ಬಿಜೆಪಿ ಸಂಸ್ಥಾಪನಾ ದಿನಾಚರಣೆ [38,849,444,897]
a4-col4-text: ವಿದ್ಯಾರ್ಥಿಗಳು ತರಬೇತಿ ಕಾರ್ಯಕ್ರಮದಲ್ಲಿ ಭಾಗವಹಿಸಿ ತರಬೇತಿ ಮತ್ತು ಸರ್ಟಿಫಿಕೇಟ್ ಪಡೆದುಕೊಳ್ಳಬೇಕು ಎಂದು ಮನವಿ ಮಾಡಿದರು. ತರಬೇತಿಯು ಒಂದು ತಿಂಗಳ ಅವಧಿಗೆ ನಡೆಯಲಿದೆ, ಪ್ರತಿದಿನ ಬೆ.9.00ರಿಂದ ಸಂಜೆ 5 ಗಂಟೆವರೆಗೆ ತರಗತಿಗಳು ನಡೆಯಲಿವೆ. ಉದ್ಯೋಗದಾತ ವಿದ್ಯಾರ್ಥಿಗಳಿಗೆ ನಮ್ಮ ಸಂಸ್ಥೆಯ ಸಹಯೋಗದಲ್ಲಿ ಉದ್ಯೋಗಾವಕಾಶ ಕಲ್ಪಿಸಿಕೊಡಲು ಯೋಜನೆ ರೂಪಿಸಲಾಗಿದ್ದು ಆಸಕ್ತರು ನೇರವಾಗಿ ಕಚೇರಿಗೆ ಅಥವಾ 7816007821, 8500394603 ಸಂಪರ್ಕಿಸಬಹುದು. ಸೆಂಬ್ ಕಾರ್ಪ್ ಕಂಪನಿಯ ಇಲ್ಲಿ ಅಧಿಕೃತ, ಎಸ್.ಇರ್ಫಾನ್ ಸಮೇತ, ಕೋ-ಆರ್ಡಿನೇಟರ್ ಇಮ್ರಾನ್ ಖಾನ್, ಉದ್ಯೋಗ ವಿದ್ಯಾರ್ಥಿಗಳು ಹಾಗೂ ಸ್ಥಳೀಯರು ಭಾಗವಹಿಸಿದ್ದರು. [1257,905,1477,1079]
a3-photo2-art [41,1458,573,1774]
a7-col2 [824,2158,1032,2401]
a7-col4-text: ಪುರಸಭೆಯ ವ್ಯಾಪ್ತಿಯಲ್ಲಿ ಮೂಲಭೂತ ಸೌಕರ್ಯಗಳು ಇಲ್ಲದೆ ಸಾರ್ವಜನಿಕರು ಪರದಾಡುವಂತಾಗಿದೆ. ಅಧಿಕಾರಿಗಳು ಸ್ಪಂದಿಸುತ್ತಿಲ್ಲ. ಕೂಡಲೇ ಸಮಸ್ಯೆಗಳನ್ನು ಬಗೆಹರಿಸಬೇಕು ಎಂದು ಆಗ್ರಹಿಸಿದರು. ನಂತರ ತಹಶೀಲ್ದಾರ್ ಮೂಲಕ ರಾಜ್ಯಪಾಲರಿಗೆ ಮನವಿ ಪತ್ರ ಸಲ್ಲಿಸಿದರು. ಈ ವೇಳೆ ತಾಲೂಕು ಬಿಜೆಪಿ ಅಧ್ಯಕ್ಷ ಡಿ.ಆರ್.ಅಶೋಕ್, ಜಿಲ್ಲಾ ಮುಖಂಡರಾದ ಡಾ.ಜಿ.ವೆಂಕಟರಾಮಯ್ಯ, ಸಾಲಾಗದ ಮಂಜುನಾಥ, ಡಿ.ಗೋಪಾಲ್ ಮಂಡಿ, ಪ್ರಸಾದ್, ರವಿ ಸೇರಿದಂತೆ ಕಾರ್ಯಕರ್ತರು ಪಾಲ್ಗೊಂಡಿದ್ದರು. ಸುಮನ್ ಸೇರಿದಂತೆ ಹಲವಾರು ಕಾರ್ಯಕರ್ತರು ಇದ್ದರು. [1262,1926,1477,2068]
a7-col2-text: ಹಾಕುತ್ತಿರುವುದು ವಿಷಾದನೀಯವಾಗಿದೆ. ವಿದ್ಯುತ್, ತೈಲ, ಡೀಸೆಲ್, ಹಾಲು, ಬಸ್ ಪ್ರಯಾಣ ದರ ಸೇರಿದಂತೆ ಅಗತ್ಯ ವಸ್ತುಗಳ ಬೆಲೆ ಏರಿಕೆ ಮಾಡಿ ಬಡವರ ಬದುಕನ್ನು ಸಂಕಷ್ಟಕ್ಕೆ ತಳ್ಳಿದೆ. ಗ್ಯಾರಂಟಿ ಯೋಜನೆಗಳ ಹೆಸರಿನಲ್ಲಿ ಜನರನ್ನು ವಂಚಿಸುತ್ತಿದೆ. ರಾಜ್ಯದ ಅಭಿವೃದ್ಧಿ ಕುಂಠಿತಗೊಂಡಿದೆ. ಬೆಲೆ ಏರಿಕೆ ಹಿಂಪಡೆಯದಿದ್ದರೆ ರಾಜ್ಯವ್ಯಾಪಿ ಉಗ್ರ ಹೋರಾಟ ನಡೆಸಲಾಗುವುದು ಎಂದು ಎಚ್ಚರಿಸಿದರು. ಬಿಜೆಪಿ ಜಿಲ್ಲಾ ಮುಖಂಡರು ಮಾತನಾಡಿದರು. [824,2160,1032,2269]
a2-photo-art [951,520,1475,829]
a5-col3 [1041,1678,1253,1845]
a3-col1 [41,1307,300,1450]
a1-col4 [602,608,759,831]
a6-col2 [310,2145,571,2401]
